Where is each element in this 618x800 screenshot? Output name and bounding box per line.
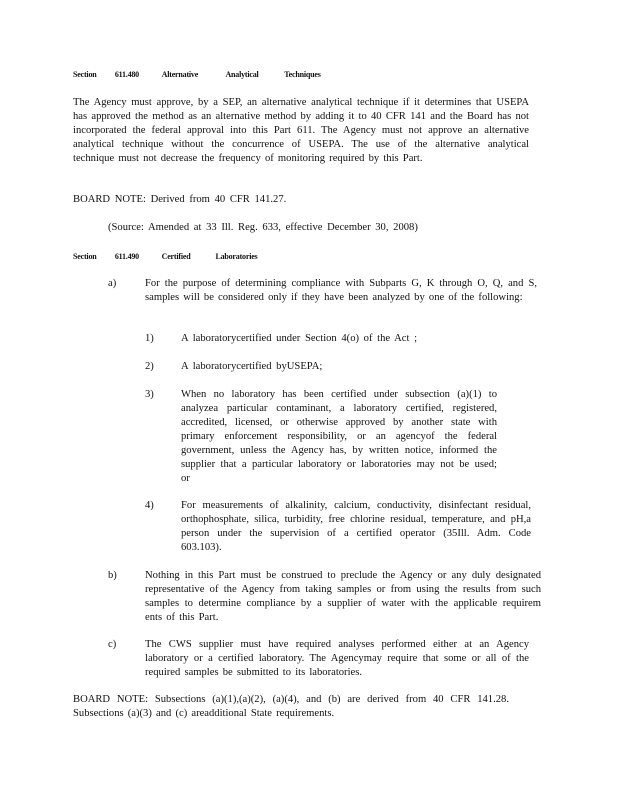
section-number: 611.480 — [114, 70, 139, 79]
section-title-word: Alternative — [161, 70, 199, 79]
section-480-body: The Agency must approve, by a SEP, an alternative analytical technique if it determines that USEPA has approved the method as an alternative method by adding it to 40 CFR 141 and the Board has not incorporated the federal approval into this Part 611. The Agency must not approve an alternative analytical technique without the concurrence of USEPA. The use of the alternative analytical technique must not decrease the frequency of monitoring required by this Part. — [73, 97, 529, 164]
section-title-word: Certified — [161, 252, 191, 261]
subsection-b-text: Nothing in this Part must be construed to preclude the Agency or any duly designated representative of the Agency from taking samples or from using the results from such samples to determine compliance by a supplier of water with the applicable requirem ents of this Part. — [145, 570, 541, 623]
item-2-marker: 2) — [145, 361, 154, 372]
board-note-480: BOARD NOTE: Derived from 40 CFR 141.27. — [73, 194, 287, 205]
subsection-b-marker: b) — [108, 570, 117, 581]
item-1-text: A laboratorycertified under Section 4(o) of the Act ; — [181, 333, 418, 344]
item-4-marker: 4) — [145, 500, 154, 511]
source-note: (Source: Amended at 33 Ill. Reg. 633, effective December 30, 2008) — [108, 222, 418, 233]
item-2-text: A laboratorycertified byUSEPA; — [181, 361, 323, 372]
item-4-text: For measurements of alkalinity, calcium, conductivity, disinfectant residual, orthophosphate, silica, turbidity, free chlorine residual, temperature, and pH,a person under the supervision of a certified operator (35Ill. Adm. Code 603.103). — [181, 500, 531, 553]
subsection-c-text: The CWS supplier must have required analyses performed either at an Agency laboratory or a certified laboratory. The Agencymay require that some or all of the required samples be submitted to its laboratories. — [145, 639, 529, 678]
section-title-word: Laboratories — [215, 252, 258, 261]
section-label: Section — [73, 70, 97, 79]
section-number: 611.490 — [114, 252, 139, 261]
subsection-c-marker: c) — [108, 639, 117, 650]
section-title-word: Techniques — [284, 70, 321, 79]
item-3-text: When no laboratory has been certified under subsection (a)(1) to analyzea particular contaminant, a laboratory certified, registered, accredited, licensed, or otherwise approved by another state with primary enforcement responsibility, or an agencyof the federal government, unless the Agency has, by written notice, informed the supplier that a particular laboratory or laboratories may not be used; or — [181, 389, 497, 484]
section-heading-611-490 — [73, 252, 257, 261]
section-label: Section — [73, 252, 97, 261]
board-note-490: BOARD NOTE: Subsections (a)(1),(a)(2), (a)(4), and (b) are derived from 40 CFR 141.28. Subsections (a)(3) and (c) areadditional State requirements. — [73, 694, 509, 719]
item-1-marker: 1) — [145, 333, 154, 344]
subsection-a-marker: a) — [108, 278, 117, 289]
item-3-marker: 3) — [145, 389, 154, 400]
subsection-a-text: For the purpose of determining compliance with Subparts G, K through O, Q, and S, samples will be considered only if they have been analyzed by one of the following: — [145, 278, 537, 303]
section-title-word: Analytical — [225, 70, 259, 79]
section-heading-611-480 — [73, 70, 321, 79]
